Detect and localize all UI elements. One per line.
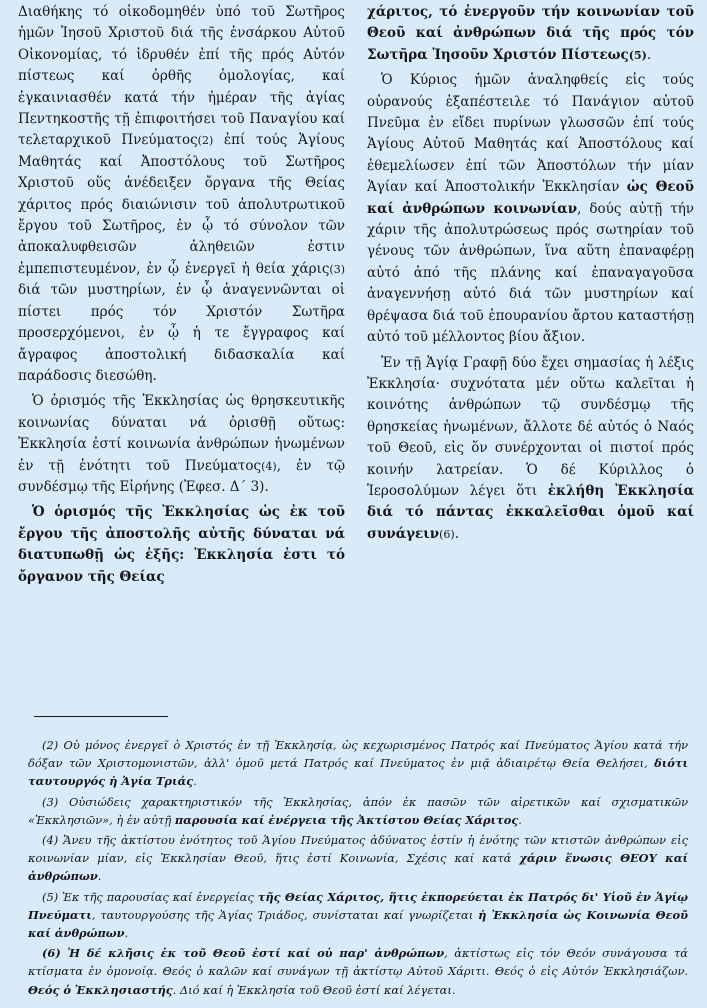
text-run: , δούς αὐτῇ τήν χάριν τῆς ἀπολυτρώσεως πρός σωτηρίαν τοῦ γένους τῶν ἀνθρώπων, ἵνα αὕτη ἐπαναφέρῃ αὐτό ἀπό τῆς πλάνης καί ἐπαναγαγοῦσα ἀναγεννήσῃ αὐτό διά τῶν μυστηρίων καί θρέψασα διά τοῦ ἐπουρανίου ἄρτου καταστήσῃ αὐτό τοῦ μέλλοντος βίου ἄξιον. [367, 200, 694, 346]
right-column [367, 2, 694, 692]
paragraph [18, 391, 345, 498]
footnote-ref-5[interactable]: (5) [628, 48, 647, 62]
text-run: Ὁ Κύριος ἡμῶν ἀναληφθείς εἰς τούς οὐρανούς ἐξαπέστειλε τό Πανάγιον αὐτοῦ Πνεῦμα ἐν εἴδει πυρίνων γλωσσῶν ἐπί τούς Ἁγίους Αὐτοῦ Μαθητάς καί Ἀποστόλους καί ἐθεμελίωσεν ἐπί τῶν Ἀποστόλων τήν μίαν Ἁγίαν καί Ἀποστολικήν Ἐκκλησίαν [367, 72, 694, 196]
text-run: (2) Οὐ μόνος ἐνεργεῖ ὁ Χριστός ἐν τῇ Ἐκκλησίᾳ, ὡς κεχωρισμένος Πατρός καί Πνεύματος Ἁγίου κατά τήν δόξαν τῶν Χριστομονιστῶν, ἀλλ' ὁμοῦ μετά Πατρός καί Πνεύματος ἐν μιᾷ ἀδιαιρέτῳ Θεία Θελήσει, [28, 738, 688, 771]
text-run: διά τῶν μυστηρίων, ἐν ᾧ ἀναγεννῶνται οἱ πίστει πρός τόν Χριστόν Σωτῆρα προσερχόμενοι, ἐν ᾧ ἡ τε ἔγγραφος καί ἄγραφος ἀποστολική διδασκαλία καί παράδοσις διεσώθη. [18, 282, 345, 384]
text-run: Ἐν τῇ Ἁγίᾳ Γραφῇ δύο ἔχει σημασίας ἡ λέξις Ἐκκλησία· συχνότατα μέν οὕτω καλεῖται ἡ κοινότης ἀνθρώπων τῷ συνδέσμῳ τῆς θρησκείας ἡνωμένων, ἄλλοτε δέ αὐτός ὁ Ναός τοῦ Θεοῦ, εἰς ὅν συνέρχονται οἱ πιστοί πρός κοινήν λατρείαν. Ὁ δέ Κύριλλος ὁ Ἱεροσολύμων λέγει ὅτι [367, 354, 694, 499]
text-run: , ἐν τῷ συνδέσμῳ τῆς Εἰρήνης (Ἐφεσ. Δ΄ 3). [18, 457, 345, 495]
footnotes [28, 736, 688, 1001]
paragraph [18, 2, 345, 387]
bold-text: τῆς Θείας Χάριτος, ἥτις ἐκπορεύεται ἐκ Πατρός δι' Υἱοῦ ἐν Ἁγίῳ Πνεύματι [28, 889, 688, 922]
text-run: . Διό καί ἡ Ἐκκλησία τοῦ Θεοῦ ἐστί καί λέγεται. [172, 982, 456, 997]
bold-paragraph: Ὁ ὁρισμός τῆς Ἐκκλησίας ὡς ἐκ τοῦ ἔργου τῆς ἀποστολῆς αὐτῆς δύναται νά διατυπωθῇ ὡς ἑξῆς: Ἐκκλησία ἐστι τό ὄργανον τῆς Θείας [18, 504, 345, 585]
bold-text: ἡ Ἐκκλησία ὡς Κοινωνία Θεοῦ καί ἀνθρώπων [28, 907, 688, 941]
paragraph [367, 70, 694, 348]
left-column [18, 2, 345, 692]
footnote-ref-6[interactable]: (6) [439, 527, 455, 541]
footnote-3 [28, 793, 688, 829]
footnote-ref-2[interactable]: (2) [197, 134, 214, 148]
paragraph [367, 2, 694, 66]
bold-text: ἐκλήθη Ἐκκλησία διά τό πάντας ἐκκαλεῖσθαι ὁμοῦ καί συνάγειν [367, 482, 694, 542]
text-run: Διαθήκης τό οἰκοδομηθέν ὑπό τοῦ Σωτῆρος ἡμῶν Ἰησοῦ Χριστοῦ διά τῆς ἐνσάρκου Αὐτοῦ Οἰκονομίας, τό ἱδρυθέν ἐπί τῆς πρός Αὐτόν πίστεως καί ὀρθῆς ὁμολογίας, καί ἐγκαινιασθέν κατά τήν ἡμέραν τῆς ἁγίας Πεντηκοστῆς τῇ ἐπιφοιτήσει τοῦ Παναγίου καί τελεταρχικοῦ Πνεύματος [18, 4, 345, 149]
text-run: . [454, 525, 459, 542]
bold-text: ὡς Θεοῦ καί ἀνθρώπων κοινωνίαν [367, 179, 694, 217]
text-run: Ὁ ὁρισμός τῆς Ἐκκλησίας ὡς θρησκευτικῆς κοινωνίας δύναται νά ὁρισθῇ οὕτως: Ἐκκλησία ἐστί κοινωνία ἀνθρώπων ἡνωμένων ἐν τῇ ἑνότητι τοῦ Πνεύματος [18, 393, 345, 474]
text-run: . [193, 774, 197, 789]
text-run: (3) Οὐσιώδεις χαρακτηριστικόν τῆς Ἐκκλησίας, ἀπόν ἐκ πασῶν τῶν αἱρετικῶν καί σχισματικῶν «Ἐκκλησιῶν», ἡ ἐν αὐτῇ [28, 794, 688, 827]
text-run: . [124, 926, 129, 941]
bold-text: Θεός ὁ Ἐκκλησιαστής [28, 982, 173, 997]
footnote-divider [34, 716, 168, 717]
text-run: (4) Ἄνευ τῆς ἀκτίστου ἑνότητος τοῦ Ἁγίου Πνεύματος ἀδύνατος ἐστίν ἡ ἑνότης τῶν κτιστῶν ἀνθρώπων εἰς κοινωνίαν μίαν, εἰς Ἐκκλησίαν Θεοῦ, ἥτις ἐστί Κοινωνία, Σχέσις καί κατά [28, 833, 688, 866]
bold-text: παρουσία καί ἐνέργεια τῆς Ἀκτίστου Θείας Χάριτος [174, 812, 519, 827]
footnote-ref-3[interactable]: (3) [329, 262, 345, 276]
text-run: . [646, 46, 652, 63]
text-run: (5) Ἐκ τῆς παρουσίας καί ἐνεργείας [42, 889, 258, 904]
paragraph [367, 353, 694, 546]
text-run: . [518, 812, 522, 827]
text-run: ἐπί τούς Ἁγίους Μαθητάς καί Ἀποστόλους τοῦ Σωτῆρος Χριστοῦ οὕς ἀνέδειξεν ὄργανα τῆς Θείας χάριτος πρός διαιώνισιν τοῦ ἀπολυτρωτικοῦ ἔργου τοῦ Σωτῆρος, ἐν ᾧ τό σύνολον τῶν ἀποκαλυφθεισῶν ἀληθειῶν ἐστιν ἐμπεπιστευμένον, ἐν ᾧ ἐνεργεῖ ἡ θεία χάρις [18, 132, 345, 277]
body-columns [18, 2, 694, 692]
bold-text: διότι ταυτουργός ἡ Ἁγία Τριάς [28, 756, 688, 789]
text-run: , ταυτουργούσης τῆς Ἁγίας Τριάδος, συνίσταται καί γνωρίζεται [91, 907, 479, 922]
footnote-6 [28, 944, 688, 999]
bold-text: χάριτος, τό ἐνεργοῦν τήν κοινωνίαν τοῦ Θεοῦ καί ἀνθρώπων διά τῆς πρός τόν Σωτῆρα Ἰησοῦν Χριστόν Πίστεως [367, 4, 694, 63]
footnote-2 [28, 736, 688, 791]
text-run: . [97, 869, 102, 884]
footnote-4 [28, 831, 688, 886]
footnote-ref-4[interactable]: (4) [261, 459, 277, 473]
footnote-5 [28, 888, 688, 943]
bold-text: (6) Ἡ δέ κλῆσις ἐκ τοῦ Θεοῦ ἐστί καί οὐ παρ' ἀνθρώπων [42, 946, 445, 961]
bold-text: χάριν ἕνωσις ΘΕΟΥ καί ἀνθρώπων [28, 851, 688, 884]
text-run: , ἀκτίστως εἰς τόν Θεόν συνάγουσα τά κτίσματα ἐν ὁμονοίᾳ. Θεός ὁ καλῶν καί συνάγων τῇ ἀκτίστῳ Αὐτοῦ Χάριτι. Θεός ὁ εἰς Αὐτόν Ἐκκλησιάζων. [28, 946, 688, 979]
